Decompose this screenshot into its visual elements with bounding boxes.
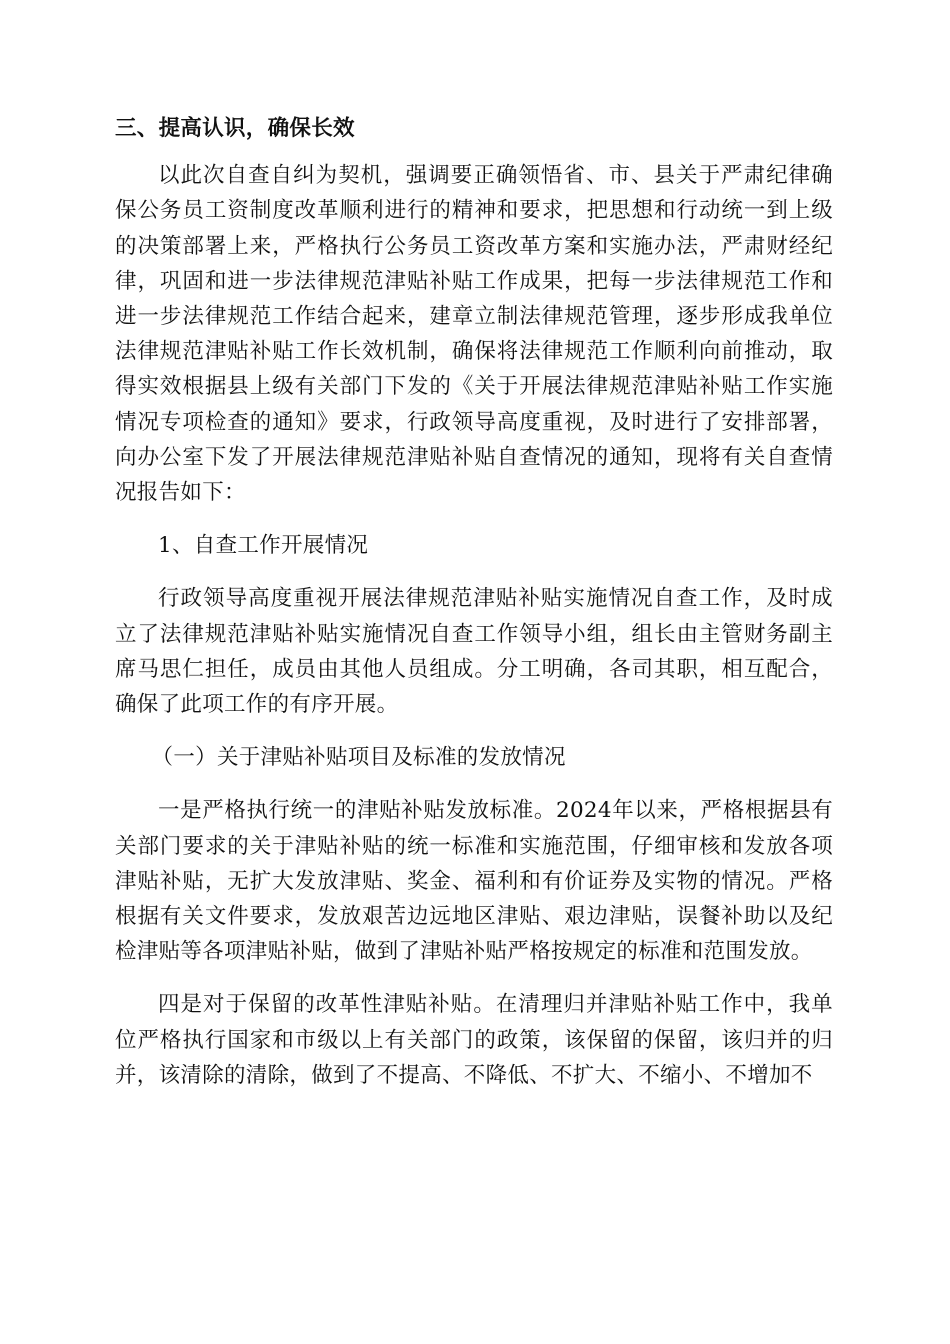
subheading-allowance-items: （一）关于津贴补贴项目及标准的发放情况 <box>151 745 566 771</box>
document-body <box>115 111 833 1111</box>
subheading-self-inspection-work: 1、自查工作开展情况 <box>158 533 369 559</box>
paragraph-unified-standard: 一是严格执行统一的津贴补贴发放标准。2024年以来，严格根据县有关部门要求的关于津贴补贴的统一标准和实施范围，仔细审核和发放各项津贴补贴，无扩大发放津贴、奖金、福利和有价证券及实物的情况。严格根据有关文件要求，发放艰苦边远地区津贴、艰边津贴，误餐补助以及纪检津贴等各项津贴补贴，做到了津贴补贴严格按规定的标准和范围发放。 <box>115 798 833 965</box>
section-heading: 三、提高认识，确保长效 <box>115 116 355 141</box>
paragraph-reformative-allowances: 四是对于保留的改革性津贴补贴。在清理归并津贴补贴工作中，我单位严格执行国家和市级以上有关部门的政策，该保留的保留，该归并的归并，该清除的清除，做到了不提高、不降低、不扩大、不缩小、不增加不 <box>115 992 833 1088</box>
paragraph-self-inspection-context: 以此次自查自纠为契机，强调要正确领悟省、市、县关于严肃纪律确保公务员工资制度改革顺利进行的精神和要求，把思想和行动统一到上级的决策部署上来，严格执行公务员工资改革方案和实施办法，严肃财经纪律，巩固和进一步法律规范津贴补贴工作成果，把每一步法律规范工作和进一步法律规范工作结合起来，建章立制法律规范管理，逐步形成我单位法律规范津贴补贴工作长效机制，确保将法律规范工作顺利向前推动，取得实效根据县上级有关部门下发的《关于开展法律规范津贴补贴工作实施情况专项检查的通知》要求，行政领导高度重视，及时进行了安排部署，向办公室下发了开展法律规范津贴补贴自查情况的通知，现将有关自查情况报告如下： <box>115 163 833 506</box>
paragraph-leadership-group: 行政领导高度重视开展法律规范津贴补贴实施情况自查工作，及时成立了法律规范津贴补贴实施情况自查工作领导小组，组长由主管财务副主席马思仁担任，成员由其他人员组成。分工明确，各司其职，相互配合，确保了此项工作的有序开展。 <box>115 586 833 718</box>
